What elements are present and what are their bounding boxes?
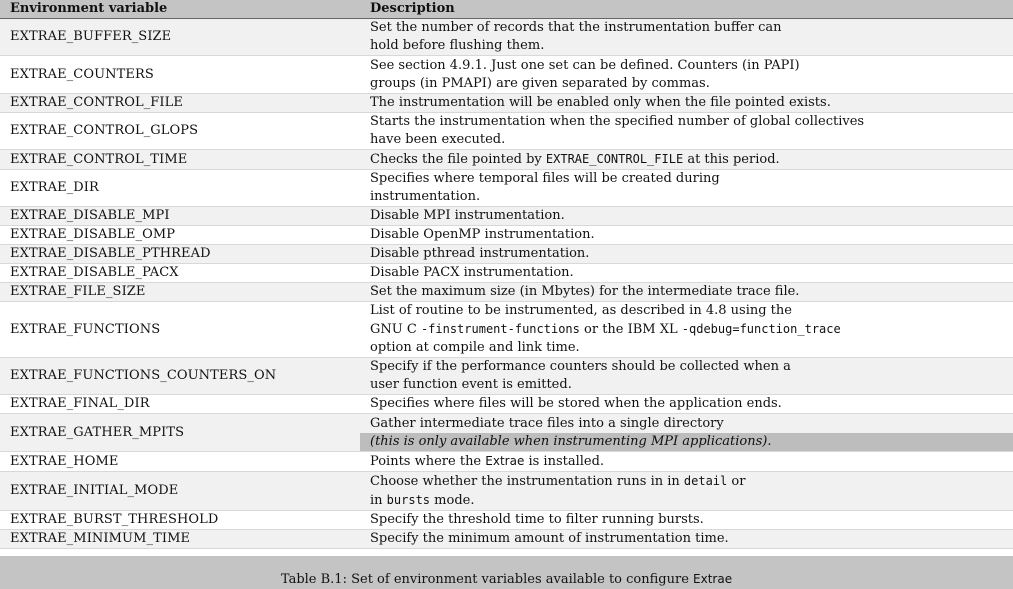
table-row (0, 511, 1013, 530)
code-literal: detail (683, 474, 728, 488)
variable-name: EXTRAE_CONTROL_FILE (0, 94, 360, 113)
variable-name: EXTRAE_BURST_THRESHOLD (0, 511, 360, 530)
variable-description: List of routine to be instrumented, as described in 4.8 using the GNU C -finstrument-functions or the IBM XL -qdebug=function_trace option at compile and link time. (360, 302, 1013, 358)
variable-description: Specify if the performance counters should be collected when a user function event is emitted. (360, 358, 1013, 395)
code-literal: -finstrument-functions (420, 322, 580, 336)
variable-name: EXTRAE_FILE_SIZE (0, 283, 360, 302)
variable-name: EXTRAE_GATHER_MPITS (0, 414, 360, 452)
variable-name: EXTRAE_DIR (0, 170, 360, 207)
variable-description: Choose whether the instrumentation runs in in detail or in bursts mode. (360, 472, 1013, 511)
variable-description: See section 4.9.1. Just one set can be defined. Counters (in PAPI) groups (in PMAPI) are given separated by commas. (360, 56, 1013, 94)
variable-name: EXTRAE_DISABLE_OMP (0, 226, 360, 245)
code-literal: EXTRAE_CONTROL_FILE (545, 152, 684, 166)
variable-name: EXTRAE_FINAL_DIR (0, 395, 360, 414)
table-row (0, 395, 1013, 414)
variable-name: EXTRAE_FUNCTIONS (0, 302, 360, 358)
variable-description: Set the number of records that the instrumentation buffer can hold before flushing them. (360, 19, 1013, 56)
table-row (0, 56, 1013, 94)
table-row (0, 452, 1013, 472)
variable-description: Disable PACX instrumentation. (360, 264, 1013, 283)
product-name: Extrae (485, 454, 525, 468)
table-row (0, 472, 1013, 511)
table-row (0, 245, 1013, 264)
table-row (0, 207, 1013, 226)
variable-description: Points where the Extrae is installed. (360, 452, 1013, 472)
highlighted-note: (this is only available when instrumenting MPI applications). (360, 433, 1013, 451)
caption-product: Extrae (693, 572, 733, 586)
table-row (0, 226, 1013, 245)
variable-description: Set the maximum size (in Mbytes) for the intermediate trace file. (360, 283, 1013, 302)
table-row (0, 358, 1013, 395)
variable-description: The instrumentation will be enabled only when the file pointed exists. (360, 94, 1013, 113)
variable-description: Disable pthread instrumentation. (360, 245, 1013, 264)
table-row (0, 530, 1013, 549)
column-header-description: Description (360, 0, 1013, 19)
table-row (0, 414, 1013, 452)
table-row (0, 264, 1013, 283)
variable-description: Specify the minimum amount of instrumentation time. (360, 530, 1013, 549)
variable-name: EXTRAE_DISABLE_PTHREAD (0, 245, 360, 264)
table-row (0, 94, 1013, 113)
variable-description: Gather intermediate trace files into a single directory (this is only available when instrumenting MPI applications). (360, 414, 1013, 452)
code-literal: -qdebug=function_trace (681, 322, 841, 336)
variable-description: Checks the file pointed by EXTRAE_CONTROL_FILE at this period. (360, 150, 1013, 170)
variable-name: EXTRAE_CONTROL_GLOPS (0, 113, 360, 150)
column-header-variable: Environment variable (0, 0, 360, 19)
table-row (0, 150, 1013, 170)
variable-description: Specifies where files will be stored when the application ends. (360, 395, 1013, 414)
variable-description: Specify the threshold time to filter running bursts. (360, 511, 1013, 530)
variable-name: EXTRAE_CONTROL_TIME (0, 150, 360, 170)
variable-description: Starts the instrumentation when the specified number of global collectives have been executed. (360, 113, 1013, 150)
table-row (0, 19, 1013, 56)
table-row (0, 283, 1013, 302)
variable-name: EXTRAE_BUFFER_SIZE (0, 19, 360, 56)
table-row (0, 170, 1013, 207)
variable-description: Disable OpenMP instrumentation. (360, 226, 1013, 245)
table-header-row (0, 0, 1013, 19)
variable-name: EXTRAE_DISABLE_PACX (0, 264, 360, 283)
table-row (0, 113, 1013, 150)
table-caption (0, 570, 1013, 589)
table-row (0, 302, 1013, 358)
variable-name: EXTRAE_INITIAL_MODE (0, 472, 360, 511)
variable-description: Disable MPI instrumentation. (360, 207, 1013, 226)
caption-text: Table B.1: Set of environment variables available to configure (280, 572, 694, 587)
variable-name: EXTRAE_HOME (0, 452, 360, 472)
variable-name: EXTRAE_DISABLE_MPI (0, 207, 360, 226)
variable-name: EXTRAE_MINIMUM_TIME (0, 530, 360, 549)
variable-name: EXTRAE_COUNTERS (0, 56, 360, 94)
variable-name: EXTRAE_FUNCTIONS_COUNTERS_ON (0, 358, 360, 395)
code-literal: bursts (386, 493, 431, 507)
variable-description: Specifies where temporal files will be created during instrumentation. (360, 170, 1013, 207)
